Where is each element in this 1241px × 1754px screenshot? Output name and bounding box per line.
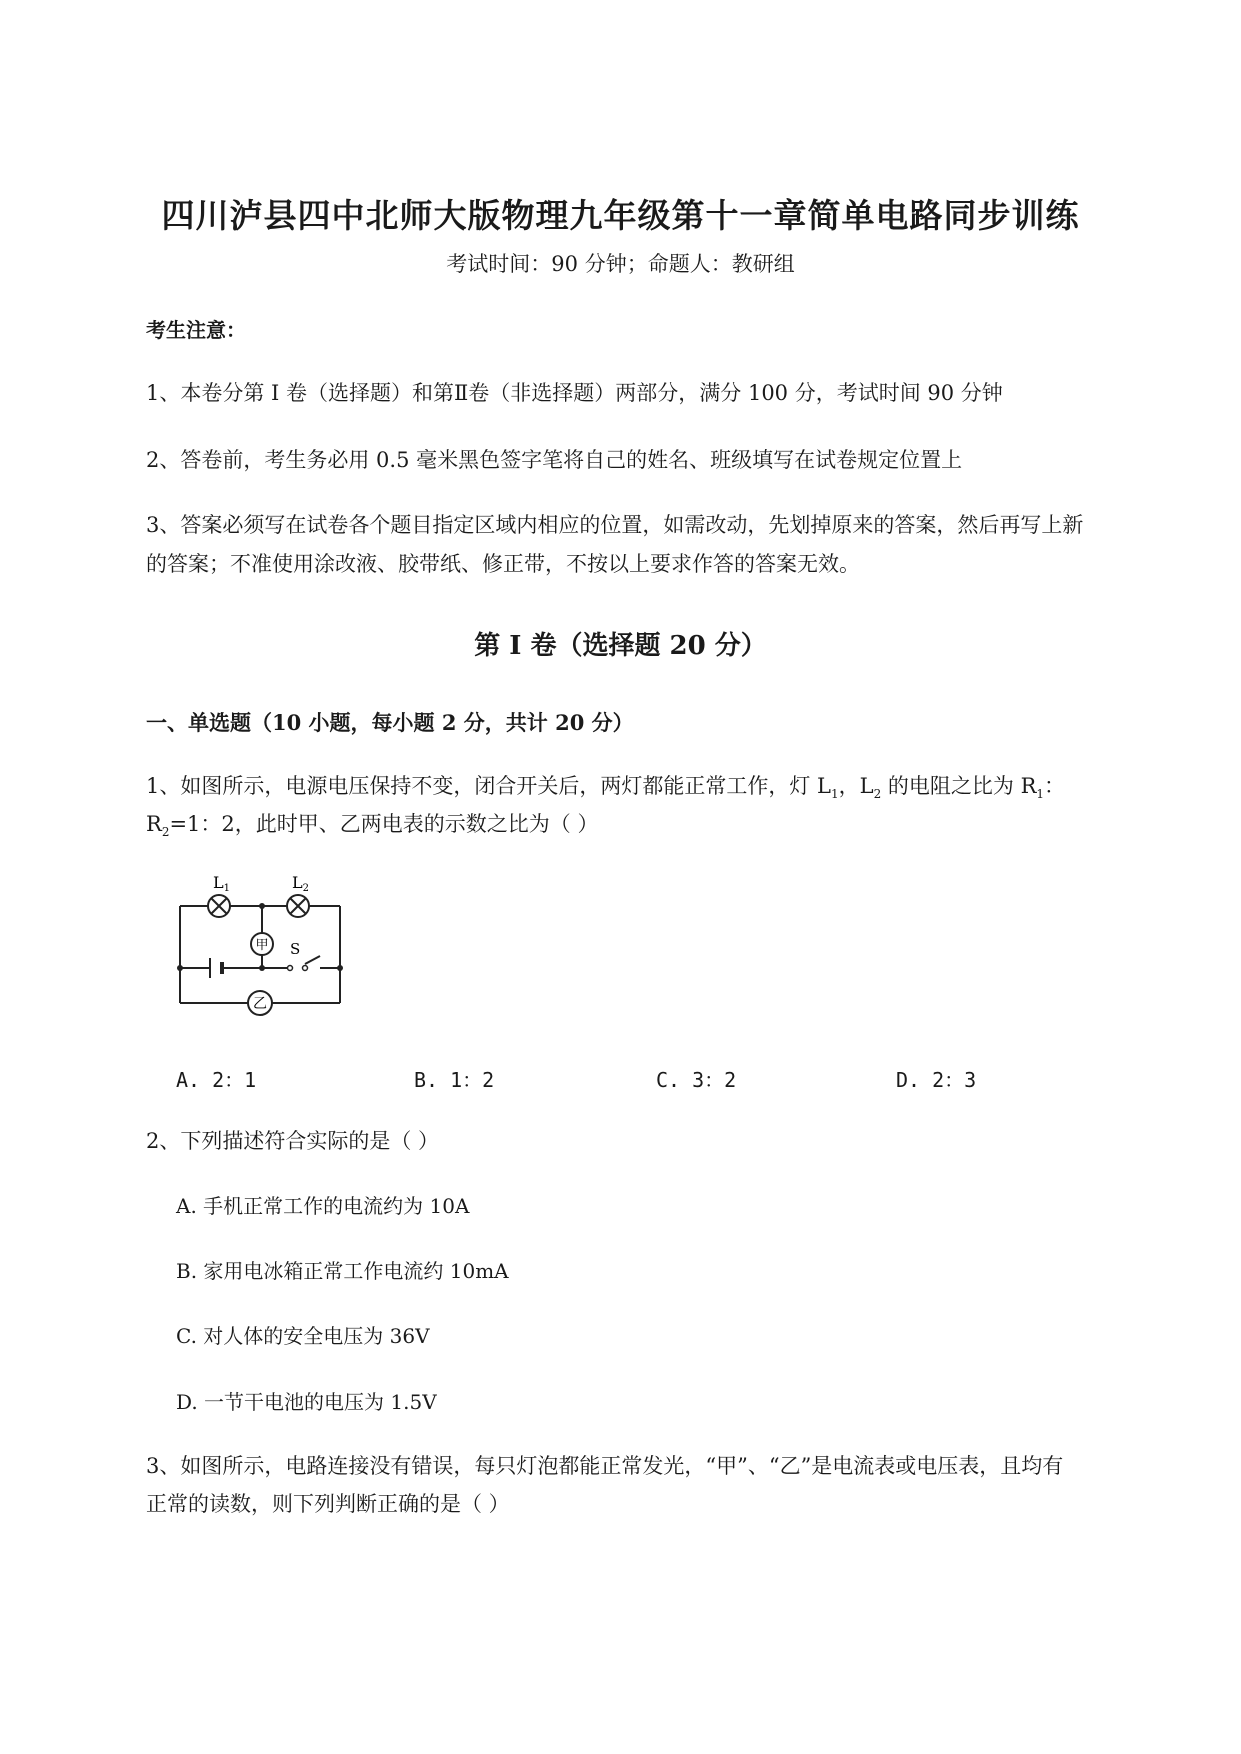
q1-stem-line2: $R_2=1$：2，此时甲、乙两电表的示数之比为（ ） [146,812,599,840]
q2-option-a[interactable]: A. 手机正常工作的电流约为 10A [176,1194,470,1218]
q3-stem-line2: 正常的读数，则下列判断正确的是（ ） [146,1492,510,1516]
section-title: 第 I 卷（选择题 20 分） [474,631,767,661]
q1-option-c[interactable]: C. 3：2 [656,1068,737,1092]
q2-option-d[interactable]: D. 一节干电池的电压为 1.5V [176,1390,437,1414]
q2-option-c[interactable]: C. 对人体的安全电压为 36V [176,1324,430,1348]
note-item-2: 2、答卷前，考生务必用 0.5 毫米黑色签字笔将自己的姓名、班级填写在试卷规定位置上 [146,448,963,472]
note-item-3: 3、答案必须写在试卷各个题目指定区域内相应的位置，如需改动，先划掉原来的答案，然后再写上新 [146,513,1084,537]
lamp-l2-label: L2 [292,873,309,894]
q1-option-d[interactable]: D. 2：3 [896,1068,977,1092]
meter-yi-label: 乙 [253,996,267,1012]
q2-stem: 2、下列描述符合实际的是（ ） [146,1129,440,1153]
q1-option-a[interactable]: A. 2：1 [176,1068,257,1092]
page-title: 四川泸县四中北师大版物理九年级第十一章简单电路同步训练 [161,196,1080,235]
meter-jia-label: 甲 [255,938,269,953]
exam-info: 考试时间：90 分钟；命题人：教研组 [446,252,795,276]
note-item-3-cont: 的答案；不准使用涂改液、胶带纸、修正带，不按以上要求作答的答案无效。 [146,552,860,576]
lamp-l1-label: L1 [213,873,230,894]
notes-heading: 考生注意： [146,318,246,342]
q1-option-b[interactable]: B. 1：2 [414,1068,495,1092]
q1-stem-line1: 1、如图所示，电源电压保持不变，闭合开关后，两灯都能正常工作，灯 $L_1$，$L_2$ 的电阻之比为 $R_1$： [146,774,1066,802]
part-heading: 一、单选题（10 小题，每小题 2 分，共计 20 分） [146,710,634,735]
switch-label: S [290,940,301,958]
q3-stem-line1: 3、如图所示，电路连接没有错误，每只灯泡都能正常发光，“甲”、“乙”是电流表或电压表，且均有 [146,1454,1064,1478]
note-item-1: 1、本卷分第 I 卷（选择题）和第Ⅱ卷（非选择题）两部分，满分 100 分，考试时间 90 分钟 [146,381,1003,405]
q2-option-b[interactable]: B. 家用电冰箱正常工作电流约 10mA [176,1259,509,1283]
q1-circuit-diagram [170,868,360,1018]
